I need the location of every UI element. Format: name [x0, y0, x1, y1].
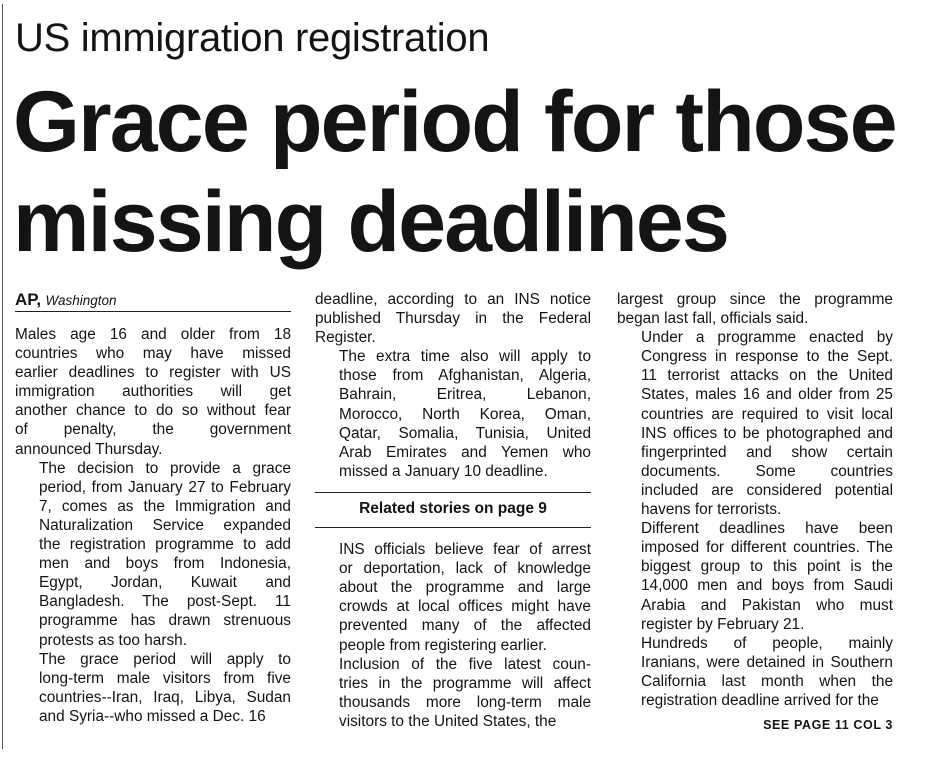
text-line: Males age 16 and older from 18: [15, 326, 291, 343]
text-line: Egypt, Jordan, Kuwait and: [39, 574, 291, 592]
text-line: period, from January 27 to February: [39, 478, 291, 496]
paragraph: [315, 347, 591, 481]
related-stories-box: Related stories on page 9: [315, 492, 591, 528]
text-line: visitors to the United States, the: [339, 712, 557, 730]
text-line: people from registering earlier.: [339, 636, 547, 654]
text-line: earlier deadlines to register with US: [15, 364, 291, 382]
article-column-3: [617, 290, 893, 710]
article-column-2: [315, 290, 591, 731]
text-line: included are considered potential: [641, 481, 893, 499]
text-line: or deportation, lack of knowledge: [339, 560, 591, 578]
text-line: deadline, according to an INS notice: [315, 291, 591, 308]
text-line: programme has drawn strenuous: [39, 612, 291, 630]
text-line: of penalty, the government: [15, 421, 291, 439]
text-line: began last fall, officials said.: [617, 310, 809, 328]
byline: [15, 290, 291, 312]
text-line: Congress in response to the Sept.: [641, 348, 893, 366]
paragraph: [617, 519, 893, 634]
text-line: protests as too harsh.: [39, 631, 187, 649]
text-line: about the programme and large: [339, 579, 591, 597]
text-line: Hundreds of people, mainly: [641, 634, 893, 652]
headline-line: missing deadlines: [13, 174, 728, 270]
paragraph: [315, 290, 591, 347]
text-line: registration deadline arrived for the: [641, 691, 879, 709]
text-line: The extra time also will apply to: [339, 348, 591, 366]
paragraph: [617, 634, 893, 710]
text-line: Naturalization Service expanded: [39, 516, 291, 534]
text-line: immigration authorities will get: [15, 383, 291, 401]
text-line: Morocco, North Korea, Oman,: [339, 405, 591, 423]
text-line: 14,000 men and boys from Saudi: [641, 577, 893, 595]
col3-body: [617, 290, 893, 710]
byline-agency: AP,: [15, 290, 42, 309]
text-line: Arab Emirates and Yemen who: [339, 443, 591, 461]
text-line: crowds at local offices might have: [339, 598, 591, 616]
main-headline: [13, 72, 918, 272]
text-line: imposed for different countries. The: [641, 539, 893, 557]
text-line: those from Afghanistan, Algeria,: [339, 367, 591, 385]
text-line: The grace period will apply to: [39, 650, 291, 668]
text-line: long-term male visitors from five: [39, 669, 291, 687]
text-line: 7, comes as the Immigration and: [39, 497, 291, 515]
text-line: fingerprinted and show certain: [641, 443, 893, 461]
text-line: Qatar, Somalia, Tunisia, United: [339, 424, 591, 442]
text-line: and Syria--who missed a Dec. 16: [39, 707, 266, 725]
text-line: INS offices to be photographed and: [641, 424, 893, 442]
paragraph: [15, 459, 291, 650]
col2-body-top: [315, 290, 591, 481]
paragraph: [315, 655, 591, 731]
text-line: Bahrain, Eritrea, Lebanon,: [339, 386, 591, 404]
text-line: 11 terrorist attacks on the United: [641, 367, 893, 385]
col2-body-bottom: [315, 540, 591, 731]
text-line: men and boys from Indonesia,: [39, 555, 291, 573]
text-line: States, males 16 and older from 25: [641, 386, 893, 404]
text-line: havens for terrorists.: [641, 501, 782, 519]
paragraph: [617, 328, 893, 519]
text-line: thousands more long-term male: [339, 693, 591, 711]
text-line: prevented many of the affected: [339, 617, 591, 635]
paragraph: [15, 650, 291, 726]
article-column-1: [15, 290, 291, 726]
col1-body: [15, 325, 291, 726]
text-line: documents. Some countries: [641, 462, 893, 480]
text-line: Different deadlines have been: [641, 520, 893, 538]
text-line: Under a programme enacted by: [641, 329, 893, 347]
text-line: largest group since the programme: [617, 291, 893, 308]
text-line: Register.: [315, 329, 376, 347]
text-line: Arabia and Pakistan who must: [641, 596, 893, 614]
byline-place: Washington: [45, 293, 117, 308]
text-line: tries in the programme will affect: [339, 674, 591, 692]
text-line: Iranians, were detained in Southern: [641, 653, 893, 671]
text-line: biggest group to this point is the: [641, 558, 893, 576]
text-line: countries--Iran, Iraq, Libya, Sudan: [39, 688, 291, 706]
page-left-rule: [2, 4, 3, 749]
text-line: published Thursday in the Federal: [315, 310, 591, 328]
jump-line: SEE PAGE 11 COL 3: [763, 718, 893, 732]
paragraph: [15, 325, 291, 459]
headline-line: Grace period for those: [13, 74, 896, 170]
text-line: countries are required to visit local: [641, 405, 893, 423]
kicker-headline: US immigration registration: [15, 16, 490, 60]
text-line: countries who may have missed: [15, 345, 291, 363]
text-line: The decision to provide a grace: [39, 459, 291, 477]
paragraph: [617, 290, 893, 328]
text-line: the registration programme to add: [39, 536, 291, 554]
text-line: announced Thursday.: [15, 440, 163, 458]
text-line: another chance to do so without fear: [15, 402, 291, 420]
text-line: missed a January 10 deadline.: [339, 462, 548, 480]
text-line: Inclusion of the five latest coun-: [339, 655, 591, 673]
text-line: INS officials believe fear of arrest: [339, 541, 591, 559]
text-line: register by February 21.: [641, 615, 805, 633]
paragraph: [315, 540, 591, 655]
text-line: California last month when the: [641, 672, 893, 690]
text-line: Bangladesh. The post-Sept. 11: [39, 593, 291, 611]
